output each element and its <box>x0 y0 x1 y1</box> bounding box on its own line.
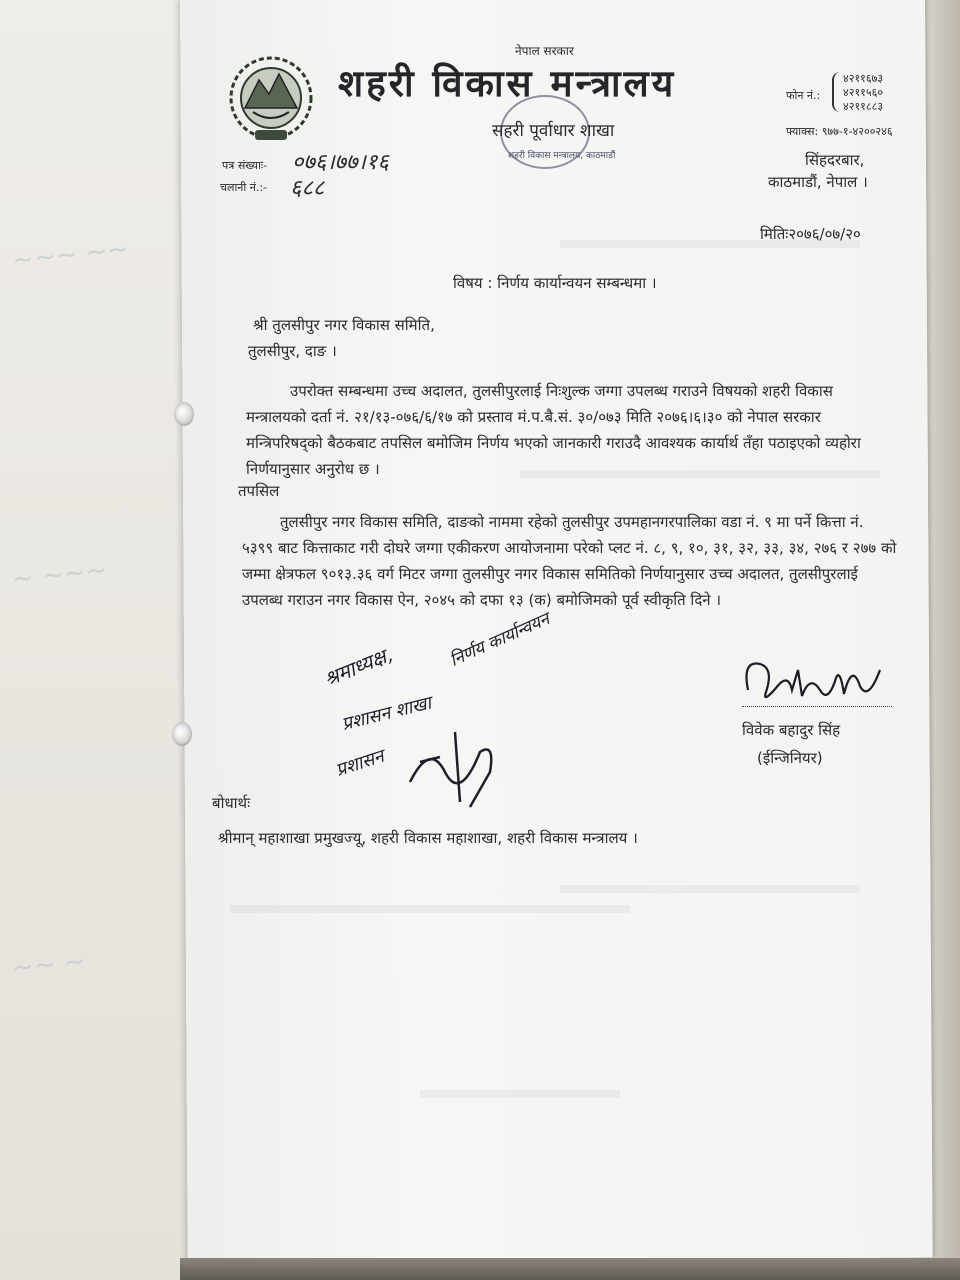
ref-number-label: पत्र संख्याः- <box>222 159 268 172</box>
handwritten-note-2: निर्णय कार्यान्वयन <box>446 609 553 671</box>
cc-recipient: श्रीमान् महाशाखा प्रमुखज्यू, शहरी विकास महाशाखा, शहरी विकास मन्त्रालय । <box>218 829 638 847</box>
letter-date: मितिः२०७६/०७/२० <box>760 225 861 243</box>
letter-subject: विषय : निर्णय कार्यान्वयन सम्बन्धमा । <box>453 274 657 292</box>
body-paragraph-2 <box>242 509 897 613</box>
ref-number-value: ०७६।७७।१६ <box>292 150 389 175</box>
signature-line <box>742 706 892 707</box>
address-line-1: सिंहदरबार, <box>805 151 865 169</box>
tapsil-label: तपसिल <box>238 482 280 500</box>
cc-label: बोधार्थः <box>212 794 251 812</box>
signatory-designation: (ईन्जिनियर) <box>757 749 823 767</box>
handwritten-initials <box>400 712 510 812</box>
punch-hole-top <box>174 402 194 426</box>
recipient-line-2: तुलसीपुर, दाङ । <box>248 342 337 360</box>
section-name: सहरी पूर्वाधार शाखा <box>492 121 615 141</box>
signatory-name: विवेक बहादुर सिंह <box>742 721 841 739</box>
signature-image <box>740 650 890 710</box>
phone-number: ४२११५६० <box>843 86 884 99</box>
seal-text: शहरी विकास मन्त्रालय, काठमाडौं <box>508 151 616 161</box>
recipient-line-1: श्री तुलसीपुर नगर विकास समिति, <box>253 316 435 334</box>
handwritten-note-3: प्रशासन शाखा <box>339 692 434 736</box>
ministry-title: शहरी विकास मन्त्रालय <box>338 62 677 105</box>
body-paragraph-1-text: उपरोक्त सम्बन्धमा उच्च अदालत, तुलसीपुरलाई निःशुल्क जग्गा उपलब्ध गराउने विषयको शहरी विकास मन्त्रालयको दर्ता नं. २१/१३-०७६/६/१७ को प्रस्ताव मं.प.बै.सं. ३०/०७३ मिति २०७६।६।३० को नेपाल सरकार मन्त्रिपरिषद्को बैठकबाट तपसिल बमोजिम निर्णय भएको जानकारी गराउदै आवश्यक कार्यार्थ तँहा पठाइएको व्यहोरा निर्णयानुसार अनुरोध छ । <box>246 382 861 478</box>
dispatch-number-value: ६८८ <box>290 176 325 201</box>
body-paragraph-2-text: तुलसीपुर नगर विकास समिति, दाङको नाममा रहेको तुलसीपुर उपमहानगरपालिका वडा नं. ९ मा पर्ने कित्ता नं. ५३९९ बाट कित्ताकाट गरी दोघरे जग्गा एकीकरण आयोजनामा परेको प्लट नं. ८, ९, १०, ३१, ३२, ३३, ३४, २७६ र २७७ को जम्मा क्षेत्रफल ९०१३.३६ वर्ग मिटर जग्गा तुलसीपुर नगर विकास समितिको निर्णयानुसार उच्च अदालत, तुलसीपुरलाई उपलब्ध गराउन नगर विकास ऐन, २०४५ को दफा १३ (क) बमोजिमको पूर्व स्वीकृति दिने । <box>242 513 897 609</box>
punch-hole-bottom <box>172 722 192 746</box>
handwritten-note-4: प्रशासन <box>333 745 387 782</box>
phone-number: ४२११८८३ <box>843 100 884 113</box>
phone-numbers <box>843 72 883 114</box>
page-edge-bottom <box>180 1258 960 1280</box>
government-label: नेपाल सरकार <box>515 44 574 58</box>
nepal-emblem-icon <box>225 50 317 150</box>
phone-label: फोन नं.: <box>786 89 821 102</box>
phone-number: ४२११६७३ <box>843 72 884 85</box>
handwritten-note-1: श्रमाध्यक्ष, <box>320 642 396 692</box>
underlying-sheet: ~~~ ~~ ~ ~~~ ~~ ~ <box>0 0 190 1280</box>
address-line-2: काठमाडौं, नेपाल । <box>768 173 868 191</box>
dispatch-number-label: चलानी नं.:- <box>220 181 268 194</box>
fax-number: फ्याक्स: ९७७-१-४२००२४६ <box>786 125 893 138</box>
body-paragraph-1 <box>246 378 896 482</box>
